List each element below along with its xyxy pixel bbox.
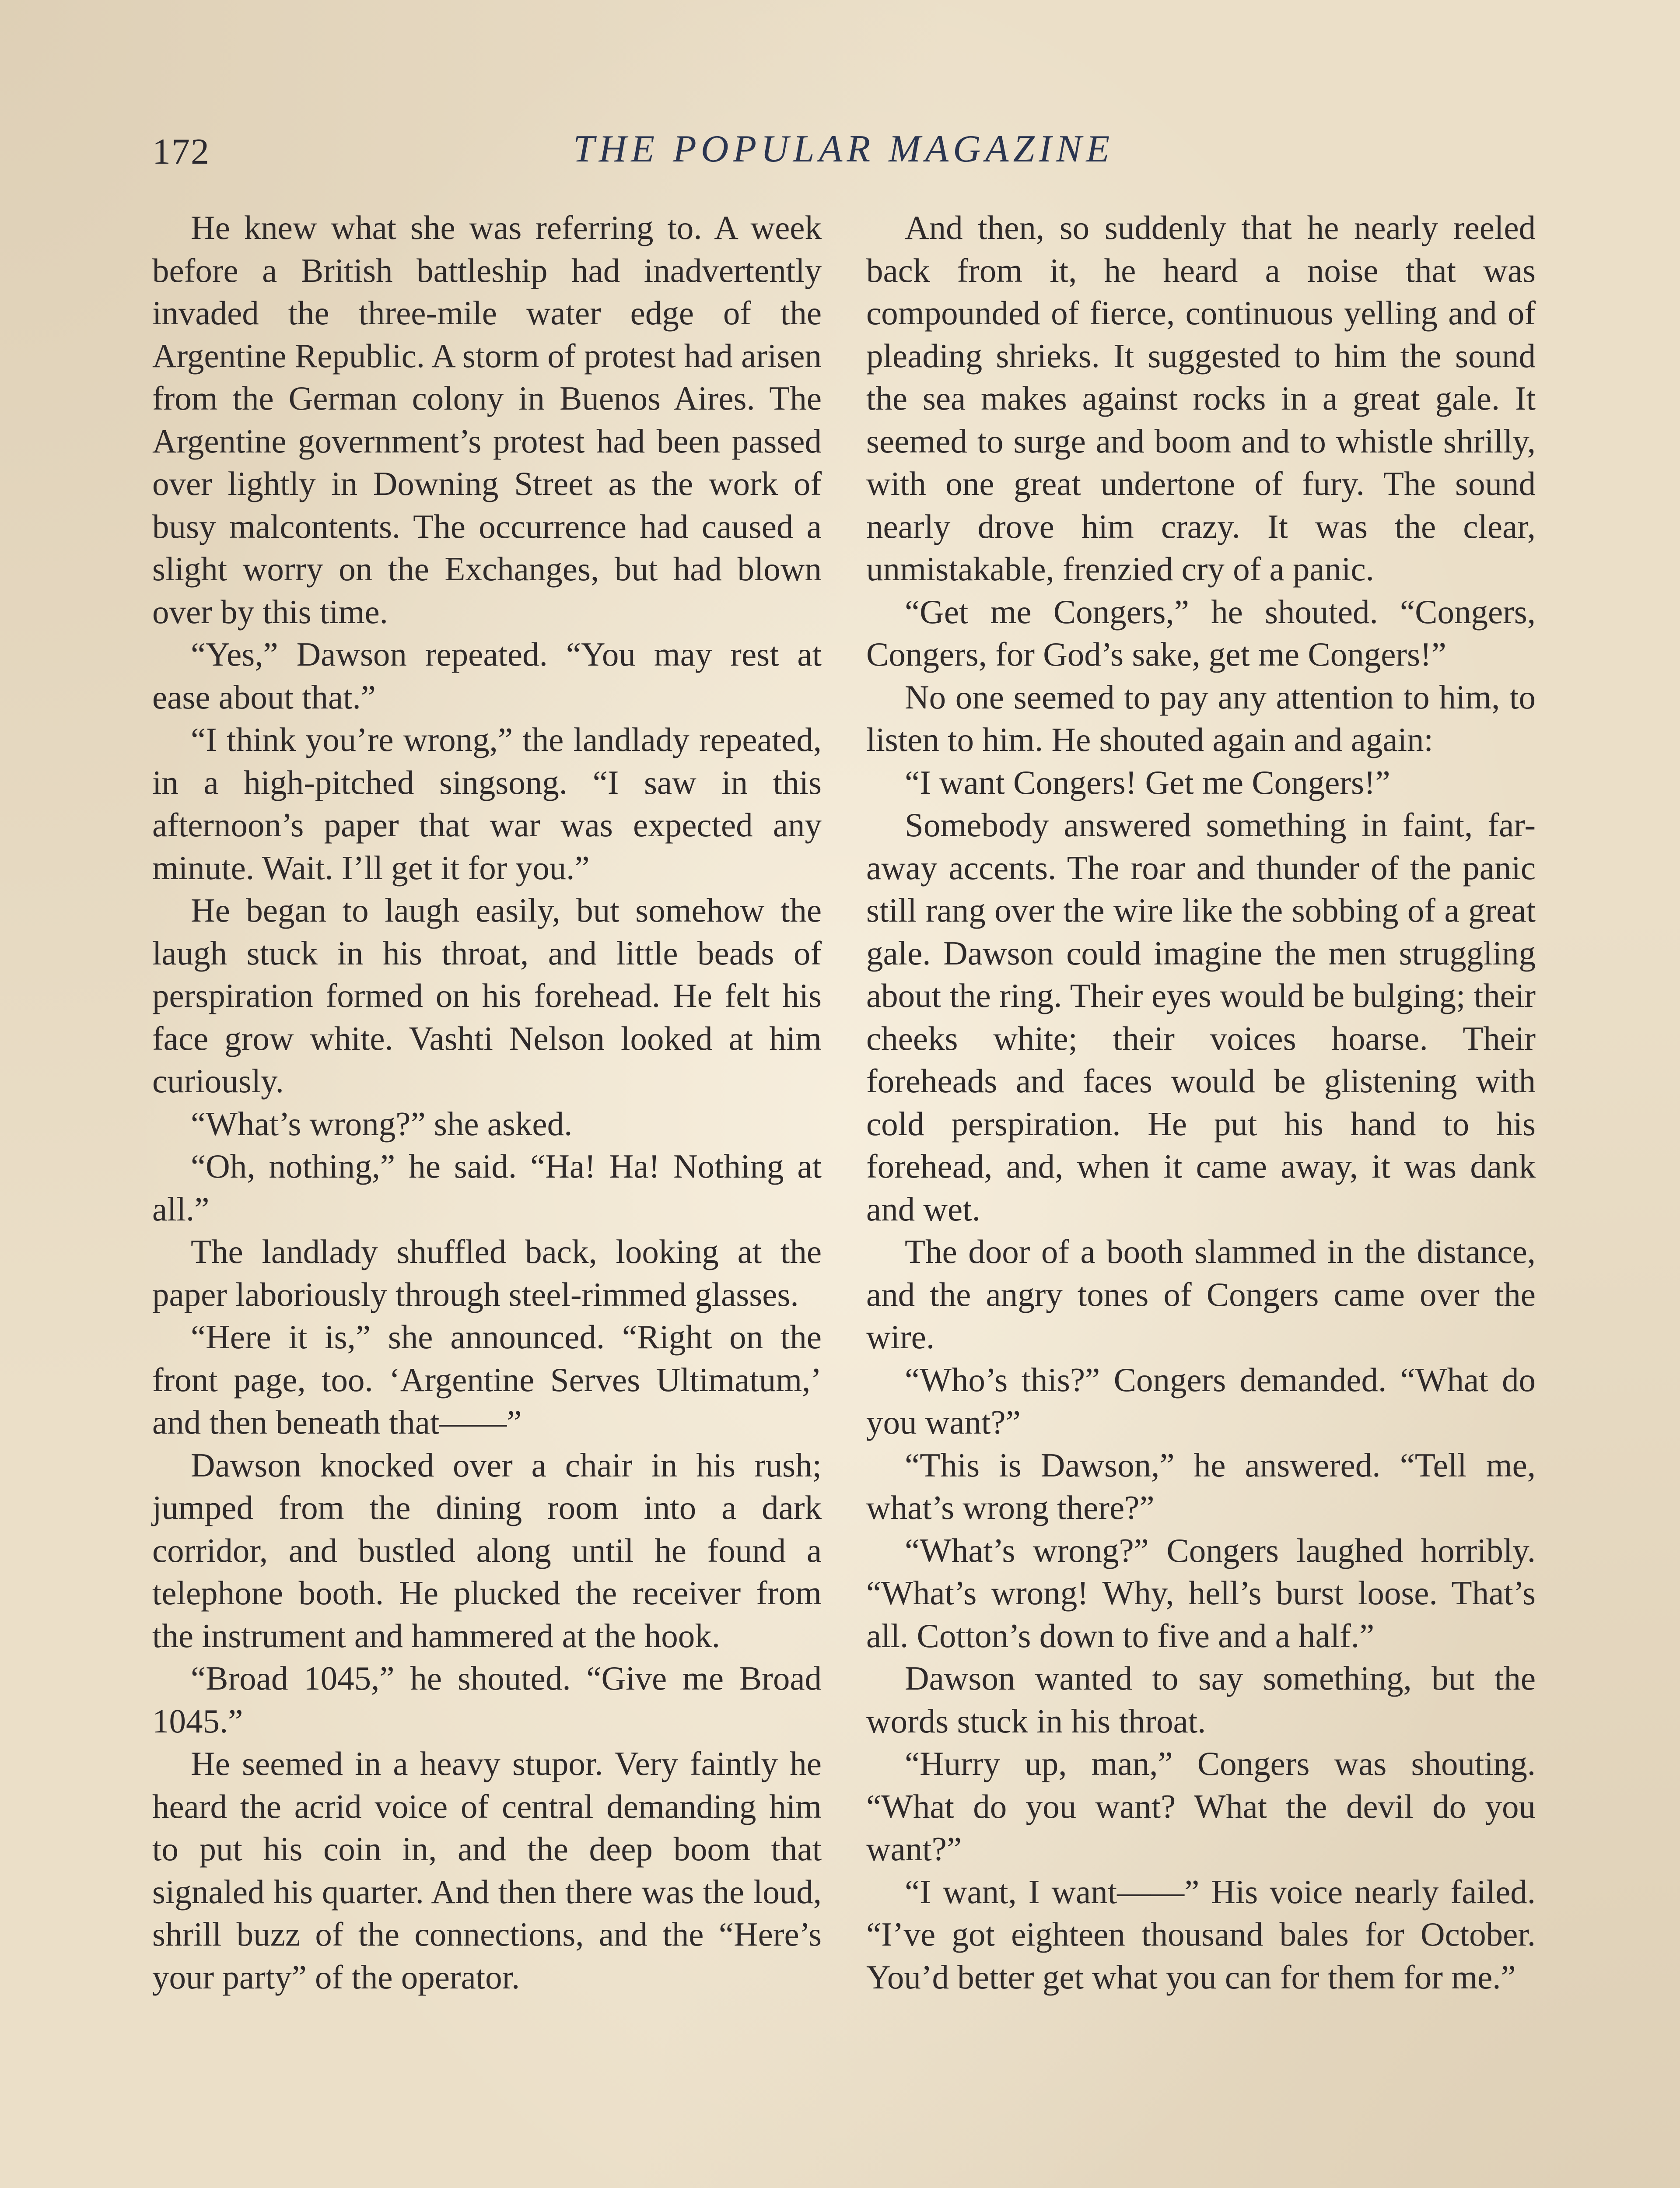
paragraph: “What’s wrong?” she asked.: [191, 1105, 573, 1143]
paragraph: And then, so suddenly that he nearly reeled back from it, he heard a noise that was compounded of fierce, continuous yelling and of pleading shrieks. It suggested to him the sound the sea makes against rocks in a great gale. It seemed to surge and boom and to whistle shrilly, with one great undertone of fury. The sound nearly drove him crazy. It was the clear, unmistakable, frenzied cry of a panic.: [866, 209, 1536, 588]
paragraph: Dawson knocked over a chair in his rush; jumped from the dining room into a dark corridor, and bustled along until he found a telephone booth. He plucked the receiver from the instrument and hammered at the hook.: [152, 1446, 822, 1655]
paragraph: “I think you’re wrong,” the landlady repeated, in a high-pitched singsong. “I saw in this afternoon’s paper that war was expected any minute. Wait. I’ll get it for you.”: [152, 721, 822, 887]
paragraph: “Get me Congers,” he shouted. “Congers, Congers, for God’s sake, get me Congers!”: [866, 593, 1536, 673]
paragraph: “Broad 1045,” he shouted. “Give me Broad 1045.”: [152, 1659, 822, 1740]
paragraph: Somebody answered something in faint, far-away accents. The roar and thunder of the panic still rang over the wire like the sobbing of a great gale. Dawson could imagine the men struggling about the ring. Their eyes would be bulging; their cheeks white; their voices hoarse. Their foreheads and faces would be glistening with cold perspiration. He put his hand to his forehead, and, when it came away, it was dank and wet.: [866, 806, 1536, 1228]
paragraph: The landlady shuffled back, looking at the paper laboriously through steel-rimmed glasses.: [152, 1233, 822, 1313]
paragraph: “I want Congers! Get me Congers!”: [905, 763, 1390, 801]
paragraph: “Oh, nothing,” he said. “Ha! Ha! Nothing at all.”: [152, 1147, 822, 1228]
paragraph: “I want, I want——” His voice nearly failed. “I’ve got eighteen thousand bales for October. You’d better get what you can for them for me.”: [866, 1872, 1536, 1996]
paragraph: “Yes,” Dawson repeated. “You may rest at ease about that.”: [152, 635, 822, 716]
paragraph: “Who’s this?” Congers demanded. “What do you want?”: [866, 1360, 1536, 1441]
paragraph: He began to laugh easily, but somehow the laugh stuck in his throat, and little beads of perspiration formed on his forehead. He felt his face grow white. Vashti Nelson looked at him curiously.: [152, 891, 822, 1100]
running-title: THE POPULAR MAGAZINE: [573, 128, 1114, 170]
paragraph: “This is Dawson,” he answered. “Tell me, what’s wrong there?”: [866, 1446, 1536, 1526]
paragraph: The door of a booth slammed in the distance, and the angry tones of Congers came over the wire.: [866, 1233, 1536, 1356]
page-header: [152, 127, 1535, 184]
paragraph: “Hurry up, man,” Congers was shouting. “What do you want? What the devil do you want?”: [866, 1745, 1536, 1868]
page-number: 172: [152, 131, 210, 172]
paragraph: He seemed in a heavy stupor. Very faintly he heard the acrid voice of central demanding him to put his coin in, and the deep boom that signaled his quarter. And then there was the loud, shrill buzz of the connections, and the “Here’s your party” of the operator.: [152, 1745, 822, 1996]
left-column: [152, 207, 822, 1999]
paragraph: He knew what she was referring to. A week before a British battleship had inadvertently invaded the three-mile water edge of the Argentine Republic. A storm of protest had arisen from the German colony in Buenos Aires. The Argentine government’s protest had been passed over lightly in Downing Street as the work of busy malcontents. The occurrence had caused a slight worry on the Exchanges, but had blown over by this time.: [152, 209, 822, 631]
paragraph: Dawson wanted to say something, but the words stuck in his throat.: [866, 1659, 1536, 1740]
paragraph: “Here it is,” she announced. “Right on the front page, too. ‘Argentine Serves Ultimatum,’ and then beneath that——”: [152, 1318, 822, 1441]
paragraph: “What’s wrong?” Congers laughed horribly. “What’s wrong! Why, hell’s burst loose. That’s all. Cotton’s down to five and a half.”: [866, 1531, 1536, 1655]
right-column: [866, 207, 1536, 1999]
paragraph: No one seemed to pay any attention to him, to listen to him. He shouted again and again:: [866, 678, 1536, 758]
